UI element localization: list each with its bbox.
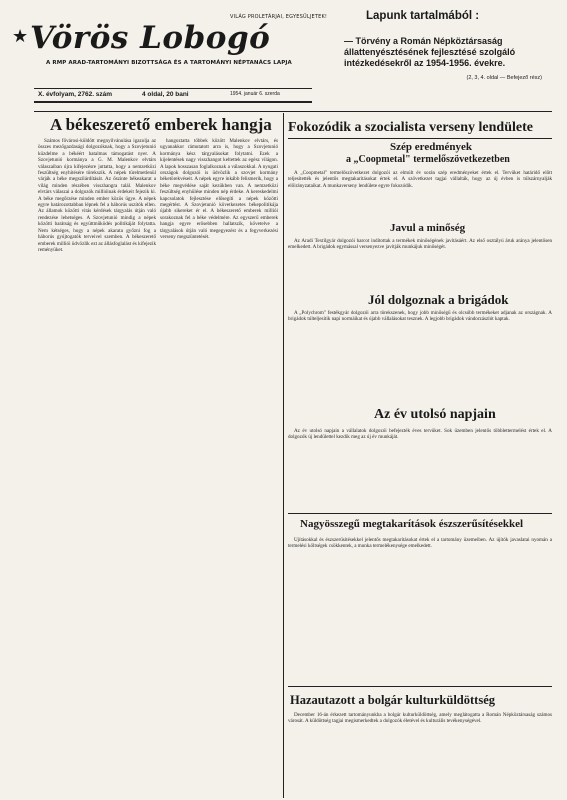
right-article-title: Fokozódik a szocialista verseny lendülete — [288, 120, 533, 135]
subhead-3: Jól dolgoznak a brigádok — [368, 292, 509, 307]
issue-line — [34, 88, 312, 103]
main-article-col1 — [38, 138, 156, 788]
issue-date: 1954. január 6. szerda — [230, 91, 280, 97]
article-6-text: December 16-án érkezett tartományunkba a bolgár kulturküldöttség, amely meglátogatta a Román Népköztársaság számos városát. A küldöttség tagjai megismerkedtek a dolgozók életével és kulturális tevékenységével. — [288, 712, 552, 725]
contents-title: Lapunk tartalmából : — [366, 10, 480, 22]
article-2-text: Az Aradi Textilgyár dolgozói harcot indítottak a termékek minőségének javításáért. Az első osztályú áruk aránya jelentősen emelkedett. A brigádok egymással versenyezve javítják munkájuk minőségét. — [288, 238, 552, 251]
main-article-title: A békeszerető emberek hangja — [50, 115, 272, 134]
main-article-col2 — [160, 138, 278, 788]
contents-item: — Törvény a Román Népköztársaság állattenyésztésének fejlesztésé szolgáló intézkedésekről az 1954-1956. évekre. — [344, 36, 516, 68]
subhead-5: Nagyösszegű megtakarítások észszerűsítésekkel — [300, 518, 524, 530]
star-icon: ★ — [12, 26, 29, 47]
subhead-1: Szép eredmények — [390, 141, 472, 153]
article-4-text: Az év utolsó napjain a vállalatok dolgozói befejezték éves tervüket. Sok üzemben jelentős többlettermelést értek el. A dolgozók új lendülettel kezdik meg az új év munkáját. — [288, 428, 552, 441]
issue-year: X. évfolyam, 2762. szám — [38, 91, 113, 98]
main-article-text-1: Számos fővárosi-küldött megnyilvánulása igazolja az összes mezőgazdasági dolgozóknak, hogy a Szovjetunió küzdelme a békéért hatalmas támogatást nyer. A Szovjetunió kormánya a G. M. Malenkov elvtárs válaszaiban újra kifejezésre juttatta, hogy a nemzetközi feszültség enyhítésére törekszik. A népek türelmetlenül várják a béke megszilárdítását. Az őszinte békeakarat a világ minden részében visszhangra talál. Malenkov elvtárs válaszai a dolgozók millióinak érdekeit fejezik ki. A béke megőrzése minden ember közös ügye. A népek egyre határozottabban lépnek fel a háborús uszítók ellen. Az államok közötti vitás kérdések tárgyalás útján való rendezése lehetséges. A Szovjetunió mindig a népek közötti barátság és együttműködés politikáját folytatta. Nem kétséges, hogy a népek akarata győzni fog a háborús gyújtogatók terveivel szemben. A békeszerető emberek milliói üdvözlik ezt az állásfoglalást és kifejezik reményüket. — [38, 138, 156, 253]
right-title-rule — [288, 138, 552, 139]
article-1-text: A „Coopmetal" termelőszövetkezet dolgozói az elmúlt év során szép eredményeket értek el. Tervüket határidő előtt teljesítették és jelentős megtakarításokat értek el. A szövetkezet tagjai vállalták, hogy az új évben is túlszárnyalják előirányzataikat. A munkaverseny lendülete egyre fokozódik. — [288, 170, 552, 189]
column-divider — [283, 113, 284, 798]
issue-price: 4 oldal, 20 bani — [142, 91, 189, 98]
newspaper-subtitle: A RMP ARAD-TARTOMÁNYI BIZOTTSÁGA ÉS A TARTOMÁNYI NÉPTANÁCS LAPJA — [46, 60, 292, 66]
article-5-text: Újításokkal és észszerűsítésekkel jelentős megtakarításokat értek el a tartomány üzemeiben. Az újítók javaslatai nyomán a termelési költségek csökkentek, a munka termelékenysége emelkedett. — [288, 537, 552, 550]
masthead — [12, 8, 330, 70]
article-3-text: A „Polychrom" festékgyár dolgozói arra törekszenek, hogy jobb minőségű és olcsóbb termékeket adjanak az országnak. A brigádok túlteljesítik napi normáikat és újabb vállalásokat tesznek. A legjobb brigádok vándorzászlót kaptak. — [288, 310, 552, 323]
subhead-1b: a „Coopmetal" termelőszövetkezetben — [346, 154, 510, 165]
top-divider — [34, 111, 552, 112]
divider-6 — [288, 686, 552, 687]
divider-5 — [288, 513, 552, 514]
subhead-4: Az év utolsó napjain — [374, 407, 496, 422]
contents-ref: (2, 3, 4. oldal — Befejező rész) — [466, 75, 542, 81]
masthead-motto: VILÁG PROLETÁRJAI, EGYESÜLJETEK! — [230, 14, 328, 20]
newspaper-title: Vörös Lobogó — [30, 20, 271, 56]
main-article-text-2: hangoztatta többek között Malenkov elvtárs, és ugyanakkor rámutatott arra is, hogy a Szovjetunió kormánya kész tárgyalásokat folytatni. Ezek a kijelentések nagy visszhangot keltettek az egész világon. A lapok hosszasan foglalkoznak a válaszokkal. A nyugati országok dolgozói is üdvözlik a szovjet kormány béketörekvéseit. A népek egyre inkább felismerik, hogy a béke megvédése saját kezükben van. A nemzetközi feszültség enyhülése minden nép érdeke. A kereskedelmi kapcsolatok fejlesztése elősegíti a népek közötti megértést. A Szovjetunió következetes békepolitikája újabb sikereket ér el. A békeszerető emberek milliói sorakoznak fel a béke védelmére. Az egyszerű emberek hangja egyre erősebben hallatszik, követelve a tárgyalások útján való megegyezést és a fegyverkezési verseny megszüntetését. — [160, 138, 278, 241]
subhead-2: Javul a minőség — [390, 222, 466, 234]
contents-box — [344, 10, 542, 112]
subhead-6: Hazautazott a bolgár kulturküldöttség — [290, 693, 495, 707]
